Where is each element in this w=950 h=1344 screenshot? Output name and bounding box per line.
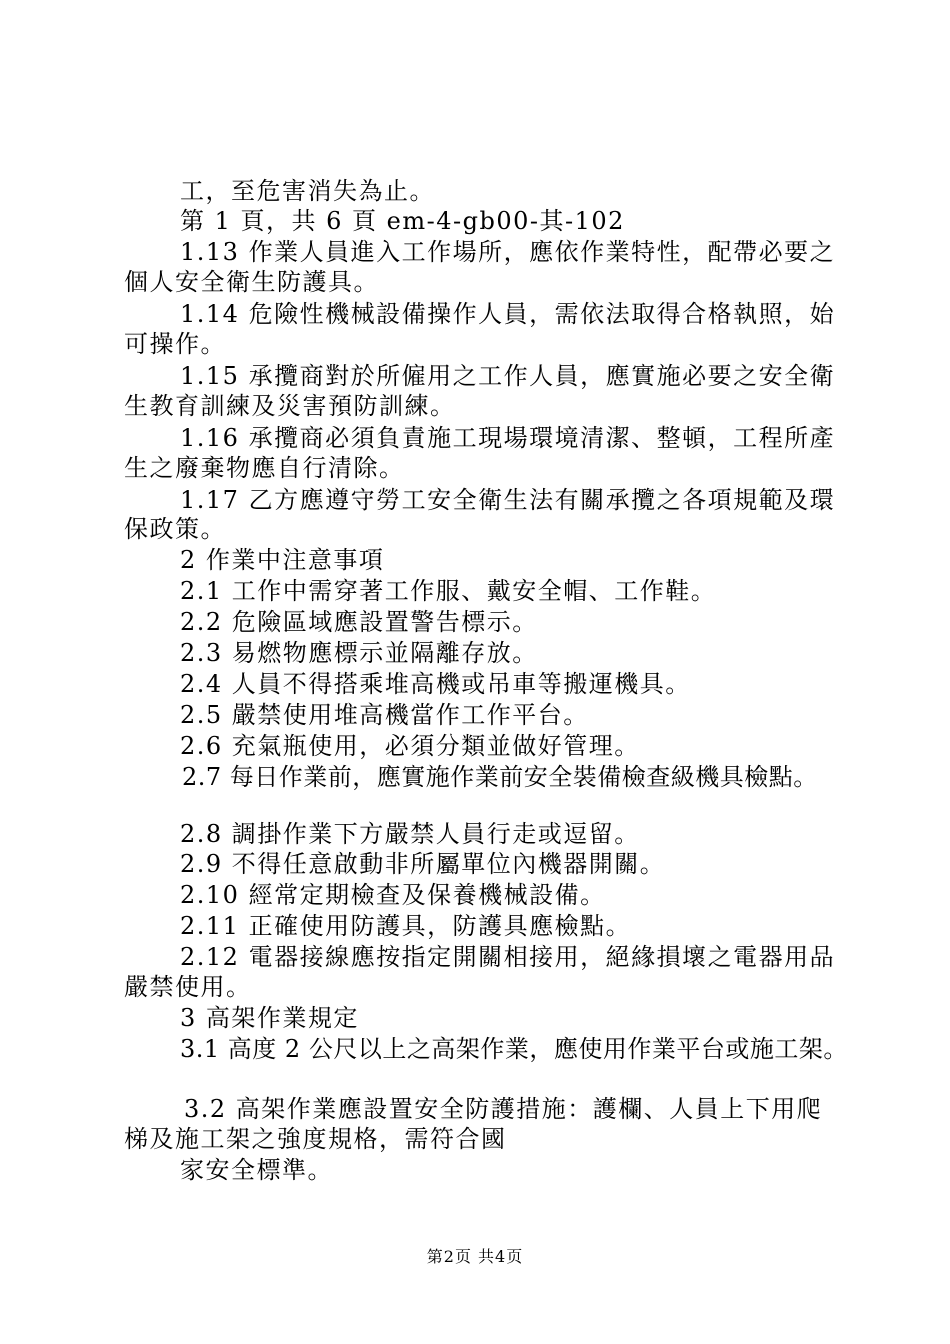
text-line: 2.5 嚴禁使用堆高機當作工作平台。	[180, 701, 589, 729]
section-heading: 3 高架作業規定	[180, 1004, 359, 1032]
text-line: 生之廢棄物應自行清除。	[124, 454, 405, 482]
section-heading: 2 作業中注意事項	[180, 546, 385, 574]
text-line: 個人安全衛生防護具。	[124, 268, 379, 296]
text-line: 2.1 工作中需穿著工作服、戴安全帽、工作鞋。	[180, 577, 717, 605]
text-line: 梯及施工架之強度規格，需符合國	[124, 1125, 507, 1153]
text-line: 工，至危害消失為止。	[180, 177, 435, 205]
text-line: 1.15 承攬商對於所僱用之工作人員，應實施必要之安全衛	[180, 362, 836, 390]
text-line: 2.9 不得任意啟動非所屬單位內機器開關。	[180, 850, 666, 878]
text-line: 家安全標準。	[180, 1156, 333, 1184]
page-footer: 第2页 共4页	[426, 1247, 524, 1266]
text-line: 1.16 承攬商必須負責施工現場環境清潔、整頓，工程所產	[180, 424, 836, 452]
text-line: 可操作。	[124, 330, 226, 358]
text-line: 2.7 每日作業前，應實施作業前安全裝備檢查級機具檢點。	[182, 763, 818, 791]
text-line: 2.8 調掛作業下方嚴禁人員行走或逗留。	[180, 820, 640, 848]
text-line: 嚴禁使用。	[124, 973, 252, 1001]
text-line: 保政策。	[124, 515, 226, 543]
text-line: 1.17 乙方應遵守勞工安全衛生法有關承攬之各項規範及環	[180, 486, 836, 514]
text-line: 2.6 充氣瓶使用，必須分類並做好管理。	[180, 732, 640, 760]
text-line: 1.14 危險性機械設備操作人員，需依法取得合格執照，始	[180, 300, 836, 328]
text-line: 2.2 危險區域應設置警告標示。	[180, 608, 538, 636]
text-line: 3.2 高架作業應設置安全防護措施：護欄、人員上下用爬	[184, 1095, 823, 1123]
text-line: 1.13 作業人員進入工作場所，應依作業特性，配帶必要之	[180, 238, 836, 266]
text-line: 2.3 易燃物應標示並隔離存放。	[180, 639, 538, 667]
text-line: 生教育訓練及災害預防訓練。	[124, 392, 456, 420]
text-line: 2.4 人員不得搭乘堆高機或吊車等搬運機具。	[180, 670, 691, 698]
text-line: 3.1 高度 2 公尺以上之高架作業，應使用作業平台或施工架。	[180, 1035, 848, 1063]
text-line: 2.10 經常定期檢查及保養機械設備。	[180, 881, 606, 909]
text-line: 2.11 正確使用防護具，防護具應檢點。	[180, 912, 632, 940]
page-reference-line: 第 1 頁，共 6 頁 em-4-gb00-其-102	[180, 207, 625, 235]
text-line: 2.12 電器接線應按指定開關相接用，絕緣損壞之電器用品	[180, 943, 836, 971]
